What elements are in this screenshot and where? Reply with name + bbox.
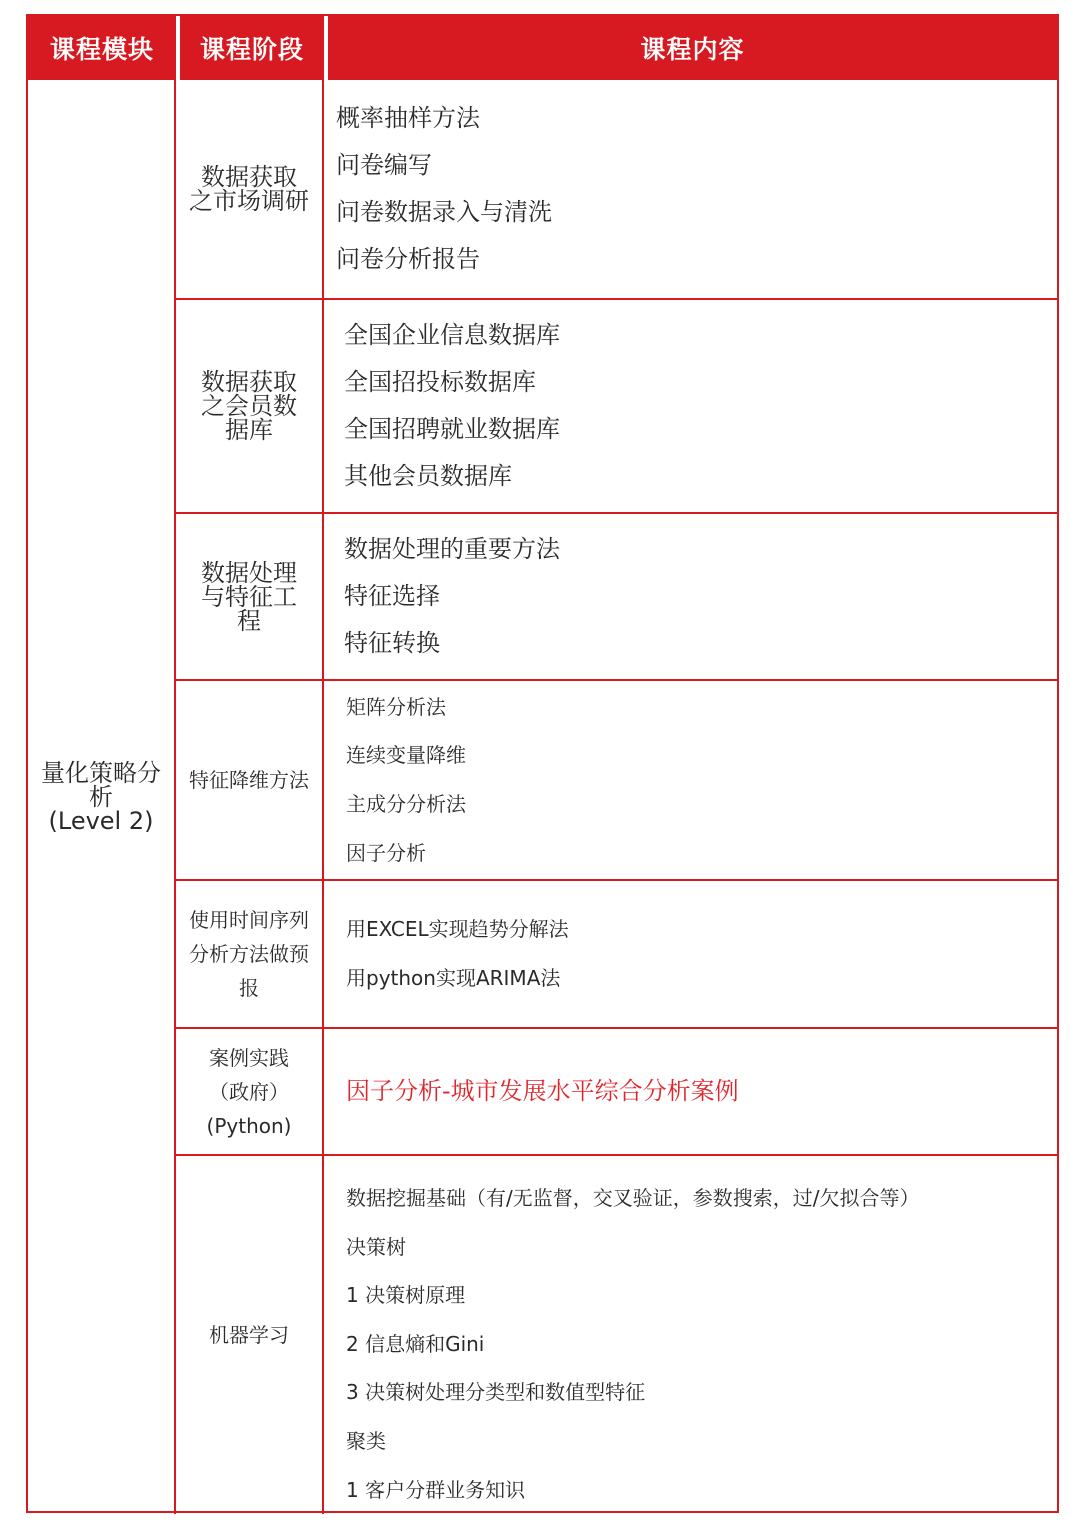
stage-line: 分析方法做预	[189, 942, 309, 966]
module-title-line2: 析	[89, 783, 113, 812]
module-cell	[28, 80, 176, 1514]
list-item: 用python实现ARIMA法	[346, 966, 561, 990]
list-item: 1 决策树原理	[346, 1283, 466, 1308]
stage-line: 数据获取	[201, 368, 297, 396]
list-item: 全国招聘就业数据库	[344, 415, 560, 443]
stage-line: 据库	[225, 416, 273, 444]
list-item: 决策树	[346, 1234, 406, 1259]
list-item: 数据挖掘基础（有/无监督，交叉验证，参数搜索，过/欠拟合等）	[346, 1186, 920, 1210]
stage-line: 报	[239, 976, 259, 1000]
stage-cell-case-practice	[176, 1029, 324, 1156]
stage-cell-time-series	[176, 881, 324, 1029]
list-item: 全国企业信息数据库	[344, 321, 560, 349]
module-title-line1: 量化策略分	[41, 759, 161, 788]
stage-cell-dimension-reduction	[176, 681, 324, 881]
list-item: 问卷数据录入与清洗	[336, 198, 552, 226]
list-item: 特征选择	[344, 582, 440, 610]
stage-line: 特征降维方法	[189, 768, 309, 792]
header-stage: 课程阶段	[176, 16, 324, 80]
stage-line: 与特征工	[201, 582, 297, 611]
stage-line: 使用时间序列	[189, 908, 309, 932]
list-item: 概率抽样方法	[336, 104, 480, 132]
list-item: 其他会员数据库	[344, 462, 512, 490]
stage-line: （政府）	[209, 1079, 289, 1104]
content-cell-machine-learning	[324, 1156, 1057, 1514]
content-cell-dimension-reduction	[324, 681, 1057, 881]
stage-cell-member-database	[176, 300, 324, 514]
content-cell-data-processing	[324, 514, 1057, 681]
list-item: 2 信息熵和Gini	[346, 1331, 485, 1356]
highlight-case-item: 因子分析-城市发展水平综合分析案例	[346, 1077, 739, 1105]
list-item: 1 客户分群业务知识	[346, 1477, 526, 1502]
content-cell-member-database	[324, 300, 1057, 514]
stage-line: 之会员数	[201, 392, 297, 420]
list-item: 全国招投标数据库	[344, 368, 536, 396]
content-cell-market-research	[324, 80, 1057, 300]
module-title-line3: (Level 2)	[48, 807, 154, 836]
list-item: 用EXCEL实现趋势分解法	[346, 917, 569, 942]
list-item: 聚类	[346, 1428, 386, 1453]
stage-line: 机器学习	[209, 1323, 289, 1348]
list-item: 3 决策树处理分类型和数值型特征	[346, 1380, 646, 1405]
stage-line: (Python)	[206, 1113, 292, 1138]
content-cell-case-practice	[324, 1029, 1057, 1156]
stage-cell-machine-learning	[176, 1156, 324, 1514]
list-item: 问卷编写	[336, 151, 432, 179]
list-item: 矩阵分析法	[346, 694, 446, 719]
list-item: 连续变量降维	[346, 743, 466, 768]
list-item: 数据处理的重要方法	[344, 535, 560, 563]
list-item: 特征转换	[344, 629, 440, 657]
stage-line: 之市场调研	[189, 187, 309, 215]
stage-line: 数据处理	[201, 558, 297, 587]
content-cell-time-series	[324, 881, 1057, 1029]
list-item: 问卷分析报告	[336, 245, 480, 273]
course-table	[26, 14, 1059, 1513]
header-content: 课程内容	[324, 16, 1057, 80]
list-item: 主成分分析法	[346, 792, 466, 816]
stage-line: 数据获取	[201, 163, 297, 191]
stage-line: 案例实践	[209, 1045, 289, 1070]
stage-cell-market-research	[176, 80, 324, 300]
stage-cell-data-processing	[176, 514, 324, 681]
list-item: 因子分析	[346, 840, 426, 865]
stage-line: 程	[237, 606, 261, 635]
header-module: 课程模块	[28, 16, 176, 80]
